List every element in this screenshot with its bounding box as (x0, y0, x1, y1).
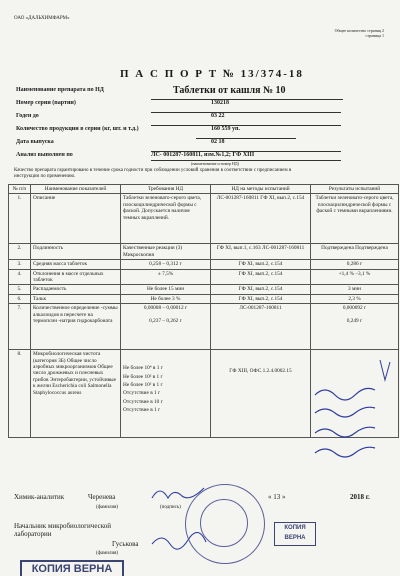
cell: Таблетки зеленовато-серого цвета, плоскоцилиндрической формы с фаской. Допускается наличие темных вкраплений. (121, 194, 211, 244)
cell: 0,00008 – 0,00012 г 0,237 – 0,262 г (121, 304, 211, 350)
chemist-label: Химик-аналитик (14, 493, 65, 501)
cell: ЛС-001287-160811 ГФ XI, вып.2, с.154 (211, 194, 311, 244)
signature-year: 2018 г. (350, 493, 370, 501)
cell: Не более 10⁴ в 1 г Не более 10² в 1 г Не более 10² в 1 г Отсутствие в 1 г Отсутствие в 10 г Отсутствие в 1 г (121, 350, 211, 438)
page-count: Общее количество страниц 2 (334, 28, 384, 33)
signature-date: « 13 » (268, 493, 286, 501)
field-label: Годен до (16, 113, 39, 119)
cell: 2,3 % (311, 294, 399, 303)
field-value: 130218 (151, 100, 341, 113)
cell: Тальк (31, 294, 121, 303)
cell: ГФ XI, вып.2, с.154 (211, 285, 311, 294)
header-cell: Требования НД (121, 185, 211, 194)
cell: +1,4 % –3,1 % (311, 269, 399, 285)
cell: ± 7,5% (121, 269, 211, 285)
table-row (9, 260, 399, 269)
cell: Подтверждена Подтверждена (311, 244, 399, 260)
field-label: Наименование препарата по НД (16, 87, 104, 93)
field-label: Дата выпуска (16, 139, 54, 145)
field-label: Количество продукции в серии (кг, шт. и т.д.) (16, 126, 139, 132)
lab-head-label: Начальник микробиологической лаборатории (14, 522, 112, 538)
handwritten-results (310, 355, 400, 480)
cell: Подлинность (31, 244, 121, 260)
field-label: Номер серии (партии) (16, 100, 76, 106)
lab-head-caption: (фамилия) (96, 551, 119, 556)
cell: Не более 3 % (121, 294, 211, 303)
table-row (9, 285, 399, 294)
cell: ЛС-001287-160811 (211, 304, 311, 350)
chemist-caption: (фамилия) (96, 505, 119, 510)
cell: Описание (31, 194, 121, 244)
field-sub-caption: (наименование и номер НД) (191, 161, 239, 166)
header-cell: № п/п (9, 185, 31, 194)
passport-title: П А С П О Р Т № 13/374-18 (120, 68, 304, 80)
cell: Количественное определение -суммы алкалоидов в пересчете на термопсин -натрия гидрокарбоната (31, 304, 121, 350)
cell: ГФ XIII, ОФС.1.2.4.0002.15 (211, 350, 311, 438)
table-row (9, 244, 399, 260)
field-value: Таблетки от кашля № 10 (151, 87, 343, 100)
table-header (9, 185, 399, 194)
copy-stamp-small: КОПИЯ ВЕРНА (274, 522, 316, 546)
page-number: страница 1 (365, 33, 384, 38)
cell: Средняя масса таблеток (31, 260, 121, 269)
cell: 8. (9, 350, 31, 438)
chemist-name: Черенева (87, 493, 116, 501)
cell: 0,258 – 0,312 г (121, 260, 211, 269)
company-name: ОАО «ДАЛЬХИМФАРМ» (14, 16, 70, 21)
field-quantity (16, 126, 376, 139)
passport-fields (16, 87, 376, 167)
field-release-date (16, 139, 376, 152)
table-row (9, 269, 399, 285)
cell: Распадаемость (31, 285, 121, 294)
signature-caption: (подпись) (160, 505, 181, 510)
cell: 3. (9, 260, 31, 269)
page-info (335, 28, 384, 38)
header-cell: Результаты испытаний (311, 185, 399, 194)
field-preparation (16, 87, 376, 100)
lab-head-name: Гуськова (112, 540, 139, 548)
field-value: 160 559 уп. (196, 126, 296, 139)
field-series (16, 100, 376, 113)
cell: Не более 15 мин (121, 285, 211, 294)
cell: 0,000092 г 0,249 г (311, 304, 399, 350)
cell: 7. (9, 304, 31, 350)
copy-stamp-large: КОПИЯ ВЕРНА (20, 560, 124, 576)
cell: 2. (9, 244, 31, 260)
round-seal-stamp (185, 484, 265, 564)
table-row (9, 294, 399, 303)
table-row (9, 194, 399, 244)
chemist-signature (14, 493, 115, 501)
field-analysis (16, 152, 376, 161)
field-label: Анализ выполнен по (16, 152, 73, 158)
header-cell: Наименование показателей (31, 185, 121, 194)
cell: 4. (9, 269, 31, 285)
quality-note: Качество препарата гарантировано в течение срока годности при соблюдении условий хранения в соответствии с предписанием в инструкции по применению. (14, 168, 292, 179)
cell: ГФ XI, вып.2, с.154 (211, 260, 311, 269)
cell: 1. (9, 194, 31, 244)
cell: 0,286 г (311, 260, 399, 269)
field-value: ЛС- 001287-160811, изм.№1,2; ГФ XIII (151, 152, 341, 161)
cell: ГФ XI, вып.2, с.154 (211, 269, 311, 285)
field-value: 02 18 (151, 139, 341, 152)
header-cell: НД на методы испытаний (211, 185, 311, 194)
cell: 3 мин (311, 285, 399, 294)
cell: 6. (9, 294, 31, 303)
cell: 5. (9, 285, 31, 294)
cell: Таблетки зеленовато-серого цвета, плоскоцилиндрической формы с фаской с темными вкраплениями. (311, 194, 399, 244)
cell: Качественные реакции (3) Микроскопия (121, 244, 211, 260)
round-seal-inner (200, 499, 248, 547)
cell: ГФ XI, вып.1, с.163 ЛС-001287-160811 (211, 244, 311, 260)
cell: Отклонения в массе отдельных таблеток (31, 269, 121, 285)
table-row (9, 304, 399, 350)
cell: ГФ XI, вып.2, с.154 (211, 294, 311, 303)
field-value: 03 22 (151, 113, 341, 126)
field-expiry (16, 113, 376, 126)
cell: Микробиологическая чистота (категория 3Б) Общее число аэробных микроорганизмов Общее число дрожжевых и плесневых грибов Энтеробактерии, устойчивые к желчи Escherichia coli Salmonella Staphylococcus aureus (31, 350, 121, 438)
